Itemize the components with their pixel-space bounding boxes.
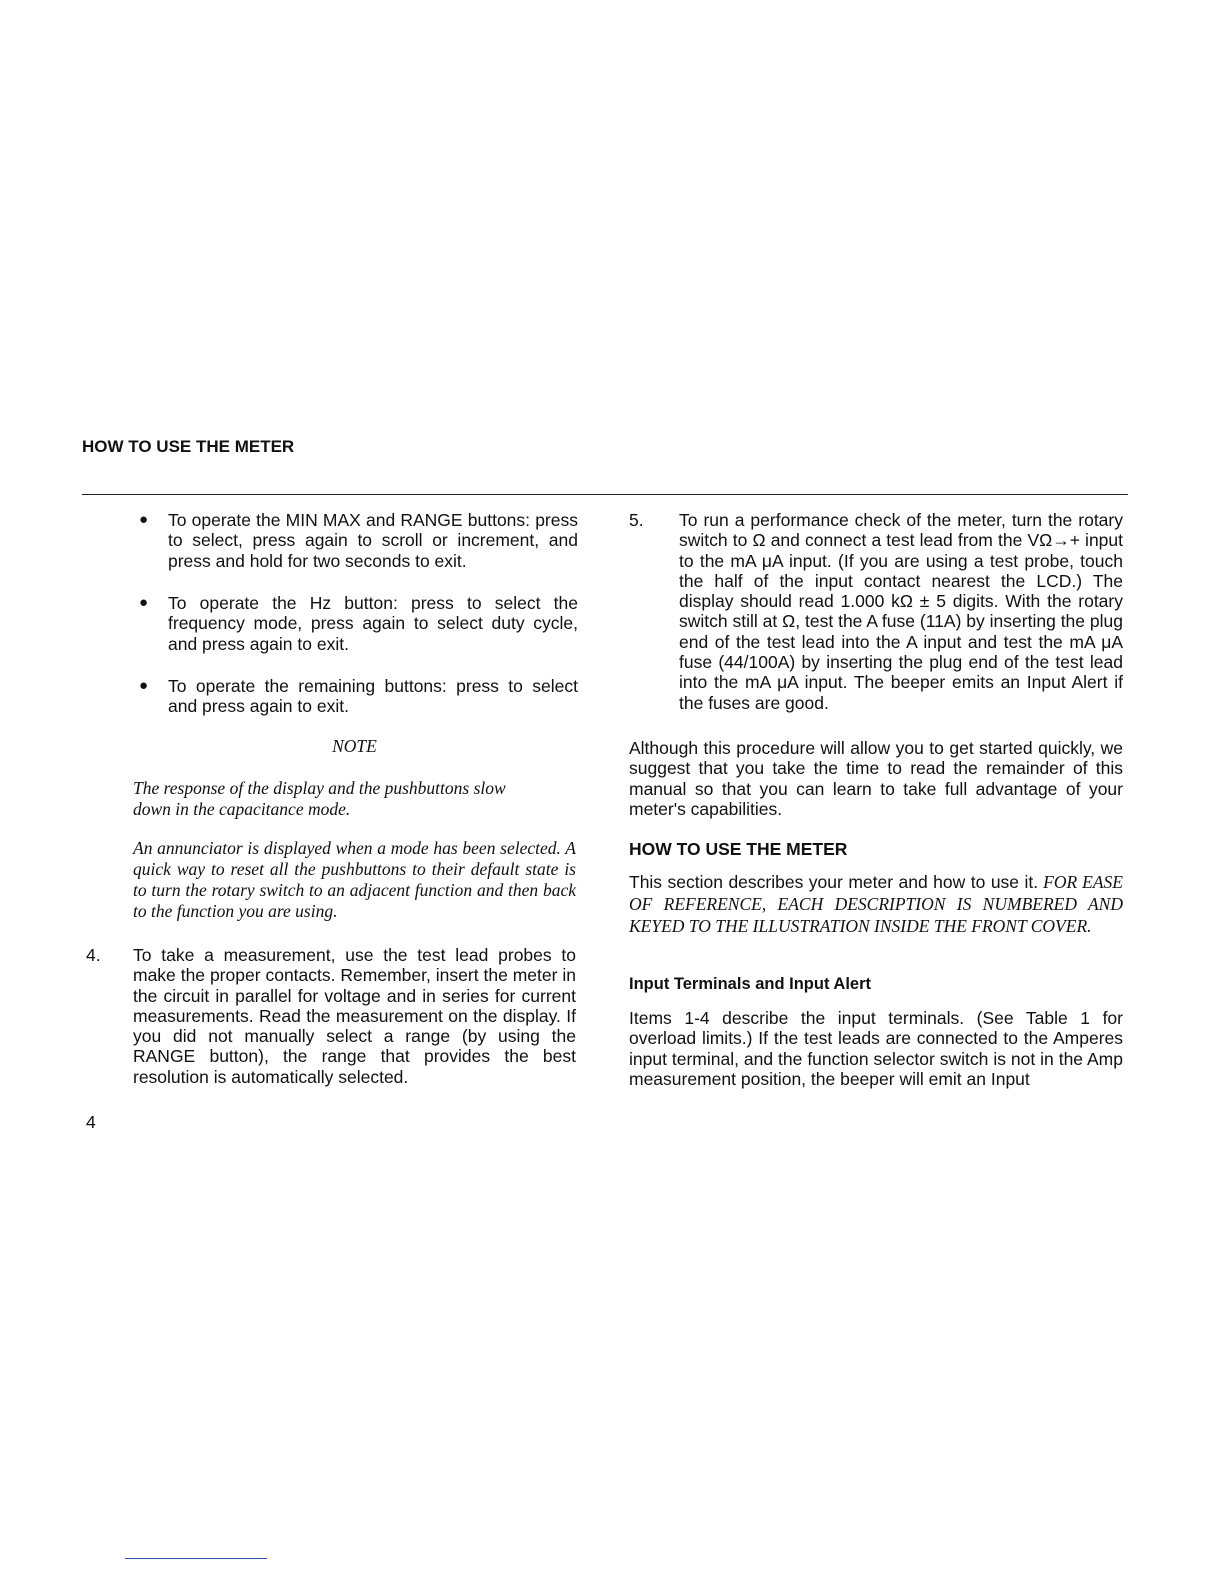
section-heading: HOW TO USE THE METER: [629, 839, 848, 859]
step-number: 4.: [86, 945, 101, 965]
bullet-text: To operate the Hz button: press to select the frequency mode, press again to select duty cycle, and press again to exit.: [168, 593, 578, 654]
bullet-marker: ●: [139, 594, 149, 611]
bullet-item: [139, 593, 578, 654]
paragraph: Although this procedure will allow you to get started quickly, we suggest that you take the time to read the remainder of this manual so that you can learn to take full advantage of your meter's capabilities.: [629, 738, 1123, 819]
paragraph: Items 1-4 describe the input terminals. (See Table 1 for overload limits.) If the test leads are connected to the Amperes input terminal, and the function selector switch is not in the Amp measurement position, the beeper will emit an Input: [629, 1008, 1123, 1089]
bullet-item: [139, 510, 578, 571]
bullet-marker: ●: [139, 511, 149, 528]
bullet-marker: ●: [139, 677, 149, 694]
note-title: NOTE: [332, 736, 377, 756]
step-number: 5.: [629, 510, 644, 530]
bullet-text: To operate the MIN MAX and RANGE buttons: press to select, press again to scroll or increment, and press and hold for two seconds to exit.: [168, 510, 578, 571]
bullet-text: To operate the remaining buttons: press to select and press again to exit.: [168, 676, 578, 717]
bullet-item: [139, 676, 578, 717]
footer-line: [125, 1558, 267, 1559]
section-intro-text: This section describes your meter and how to use it.: [629, 872, 1039, 892]
step-text: To take a measurement, use the test lead probes to make the proper contacts. Remember, insert the meter in the circuit in parallel for voltage and in series for current measurements. Read the measurement on the display. If you did not manually select a range (by using the RANGE button), the range that provides the best resolution is automatically selected.: [133, 945, 576, 1087]
note-paragraph: The response of the display and the pushbuttons slow down in the capacitance mode.: [133, 778, 506, 819]
subheading: Input Terminals and Input Alert: [629, 975, 872, 993]
section-intro-italic: FOR EASE OF REFERENCE, EACH DESCRIPTION IS NUMBERED AND KEYED TO THE ILLUSTRATION INSIDE THE FRONT COVER.: [629, 872, 1123, 936]
page-number: 4: [86, 1112, 96, 1132]
note-paragraph: An annunciator is displayed when a mode has been selected. A quick way to reset all the pushbuttons to their default state is to turn the rotary switch to an adjacent function and then back to the function you are using.: [133, 838, 576, 921]
running-header: HOW TO USE THE METER: [82, 437, 295, 456]
header-rule: [82, 494, 1128, 495]
step-text: To run a performance check of the meter, turn the rotary switch to Ω and connect a test lead from the VΩ→+ input to the mA μA input. (If you are using a test probe, touch the half of the input contact nearest the LCD.) The display should read 1.000 kΩ ± 5 digits. With the rotary switch still at Ω, test the A fuse (11A) by inserting the plug end of the test lead into the A input and test the mA μA fuse (44/100A) by inserting the plug end of the test lead into the mA μA input. The beeper emits an Input Alert if the fuses are good.: [679, 510, 1123, 713]
section-intro: [629, 872, 1123, 938]
